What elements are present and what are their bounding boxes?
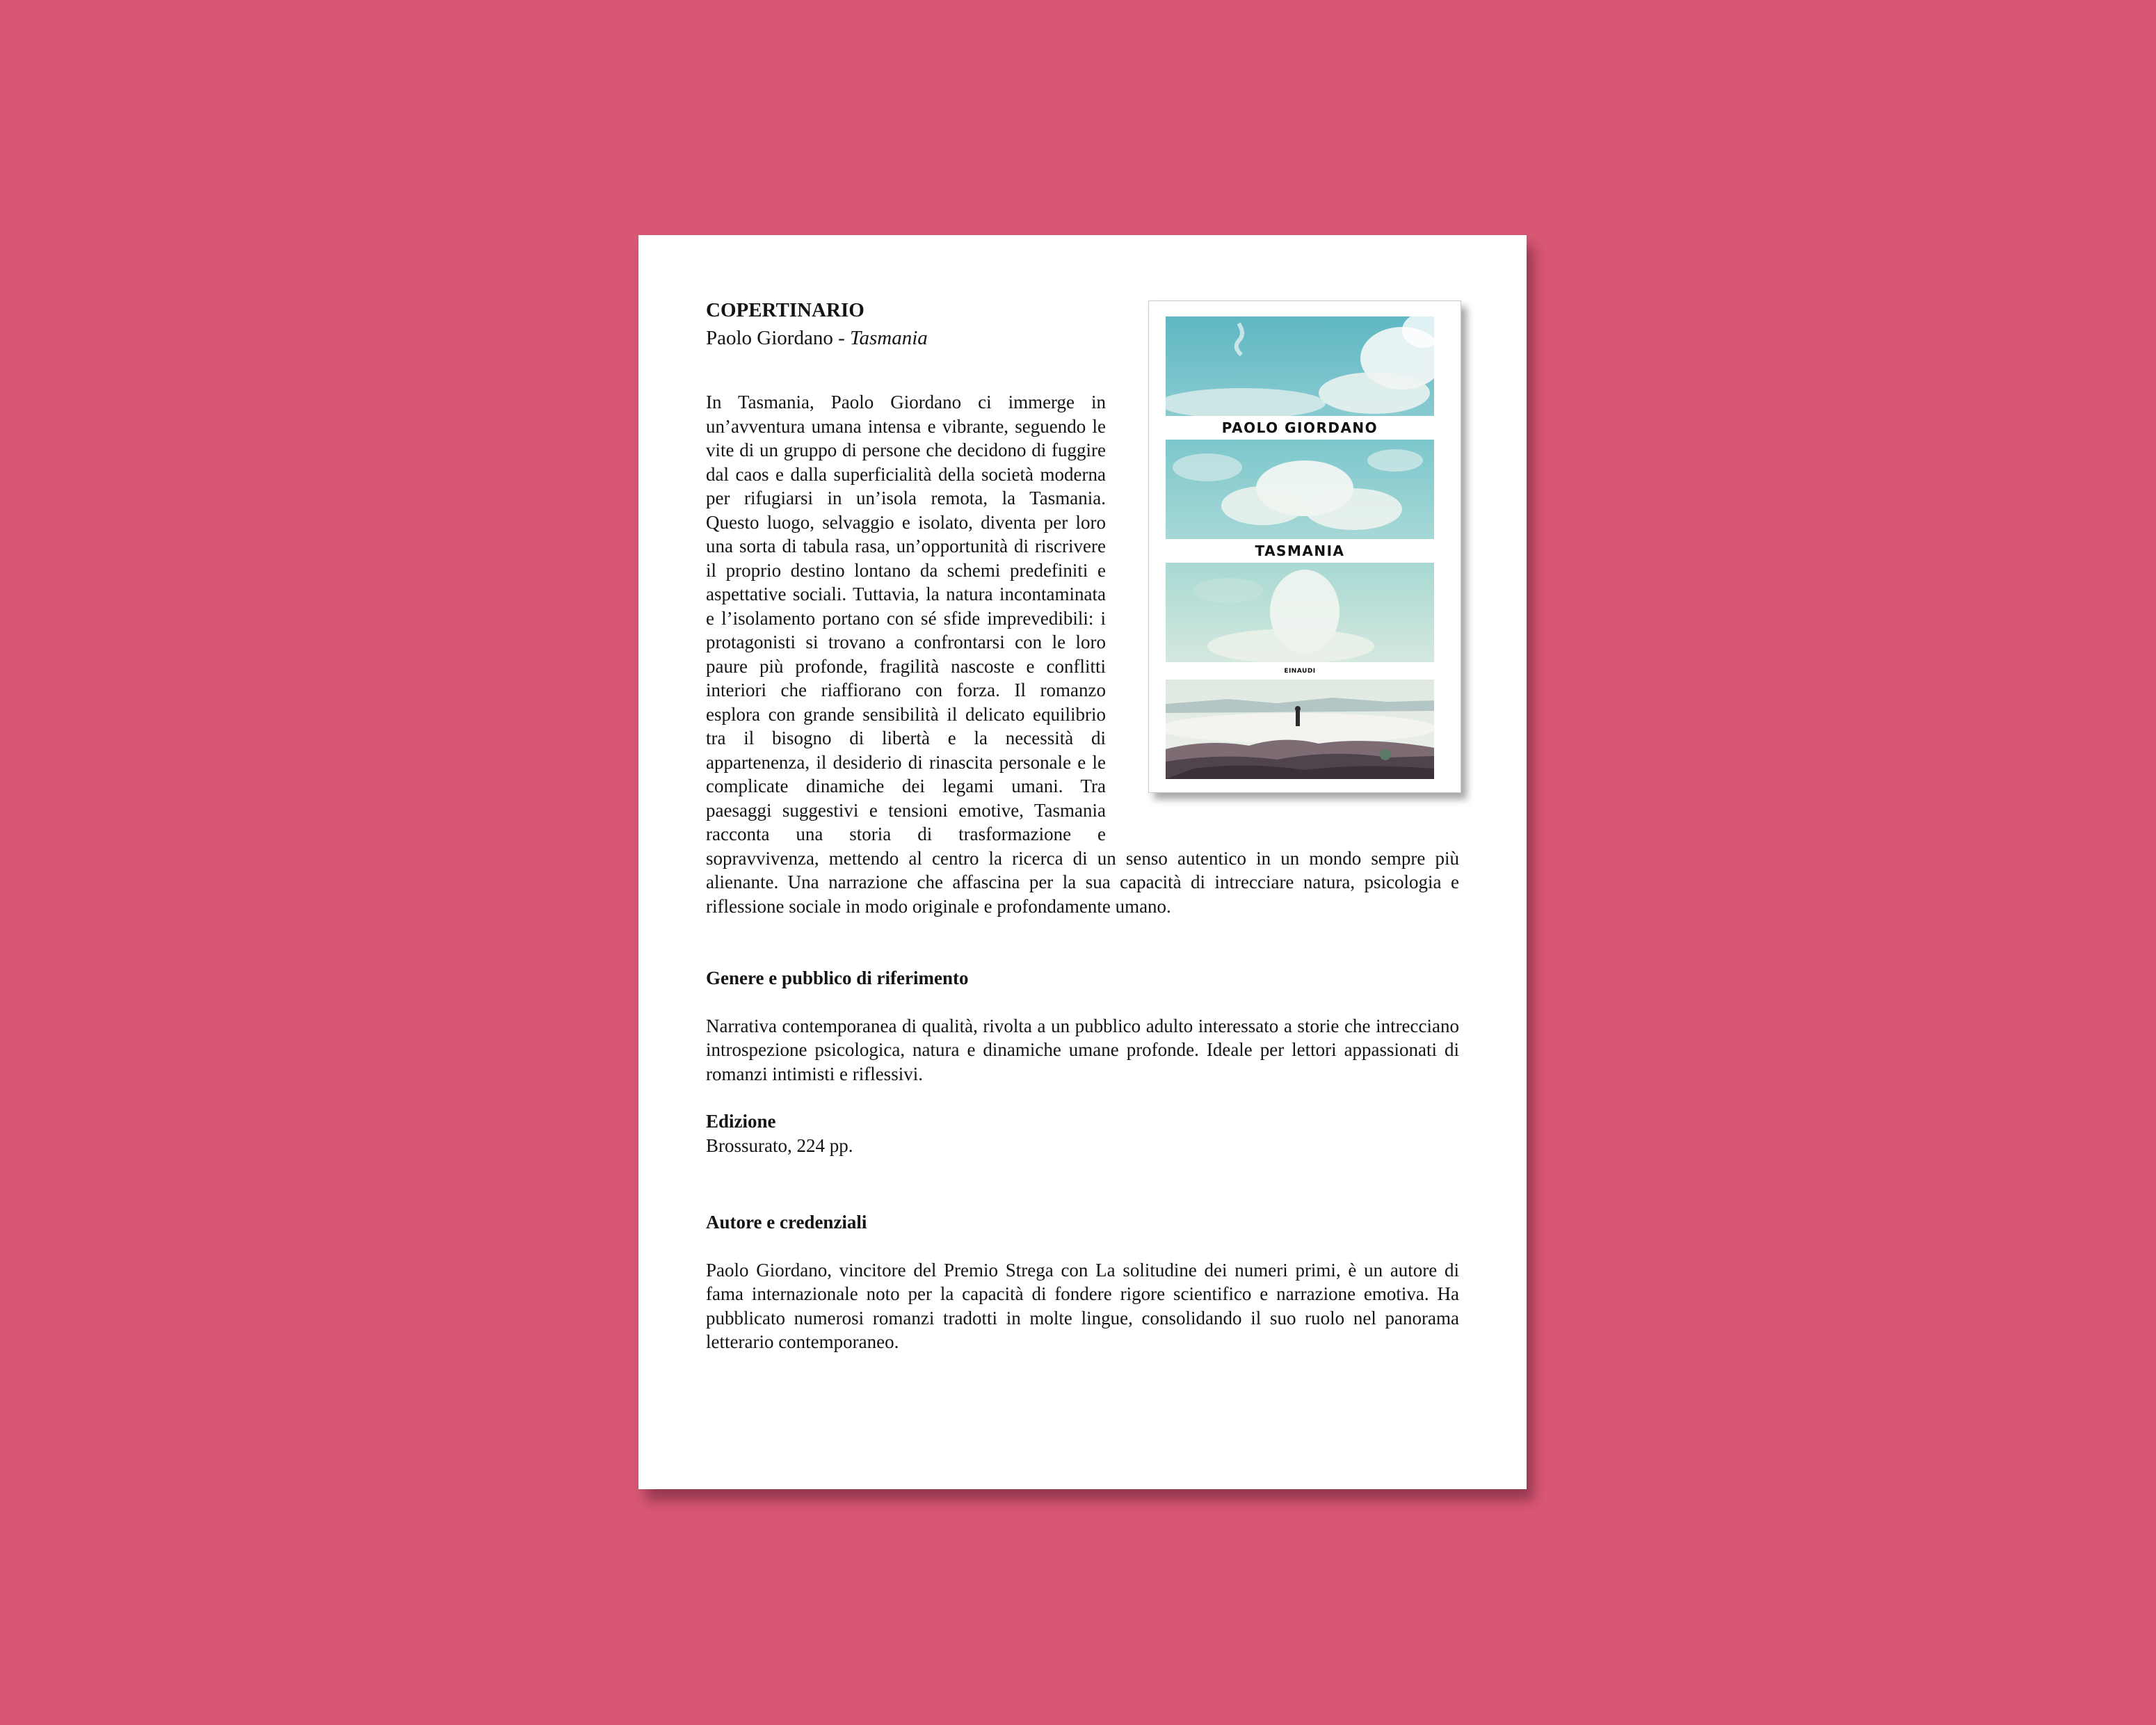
genre-body: Narrativa contemporanea di qualità, rivolta a un pubblico adulto interessato a storie che intrecciano introspezione psicologica, natura e dinamiche umane profonde. Ideale per lettori appassionati di romanzi intimisti e riflessivi. (706, 1015, 1459, 1084)
genre-heading: Genere e pubblico di riferimento (706, 968, 969, 988)
cover-title: TASMANIA (1255, 543, 1345, 559)
cover-author: PAOLO GIORDANO (1221, 419, 1378, 436)
edition-heading: Edizione (706, 1111, 776, 1132)
page-title: COPERTINARIO (706, 299, 864, 321)
cover-image-sky (1166, 316, 1434, 416)
author-heading: Autore e credenziali (706, 1212, 867, 1233)
edition-body: Brossurato, 224 pp. (706, 1134, 853, 1156)
subtitle-book-title: Tasmania (850, 327, 928, 349)
subtitle-author: Paolo Giordano (706, 327, 833, 349)
subtitle-separator: - (832, 327, 851, 349)
cover-publisher: EINAUDI (1284, 668, 1316, 675)
author-body: Paolo Giordano, vincitore del Premio Strega con La solitudine dei numeri primi, è un autore di fama internazionale noto per la capacità di fondere rigore scientifico e narrazione emotiva. Ha pubblicato numerosi romanzi tradotti in molte lingue, consolidando il suo ruolo nel panorama letterario contemporaneo. (706, 1259, 1459, 1352)
intro-text: In Tasmania, Paolo Giordano ci immerge in un’avventura umana intensa e vibrante, seguendo le vite di un gruppo di persone che decidono di fuggire dal caos e dalla superficialità della società moderna per rifugiarsi in un’isola remota, la Tasmania. Questo luogo, selvaggio e isolato, diventa per loro una sorta di tabula rasa, un’opportunità di riscrivere il proprio destino lontano da schemi predefiniti e aspettative sociali. Tuttavia, la natura incontaminata e l’isolamento portano con sé sfide imprevedibili: i protagonisti si trovano a confrontarsi con le loro paure più profonde, fragilità nascoste e conflitti interiori che riaffiorano con forza. Il romanzo esplora con grande sensibilità il delicato equilibrio tra il bisogno di libertà e la necessità di appartenenza, il desiderio di rinascita personale e le complicate dinamiche dei legami umani. Tra paesaggi suggestivi e tensioni emotive, Tasmania racconta una storia di trasformazione e sopravvivenza, mettendo al centro la ricerca di un senso autentico in un mondo sempre più alienante. Una narrazione che affascina per la sua capacità di intrecciare natura, psicologia e riflessione sociale in modo originale e profondamente umano. (706, 392, 1459, 917)
document-page (638, 235, 1527, 1489)
cover-image-clouds (1166, 440, 1434, 539)
cover-image-landscape (1166, 680, 1434, 779)
book-cover (1148, 300, 1461, 793)
cover-image-clouds-lower (1166, 563, 1434, 662)
